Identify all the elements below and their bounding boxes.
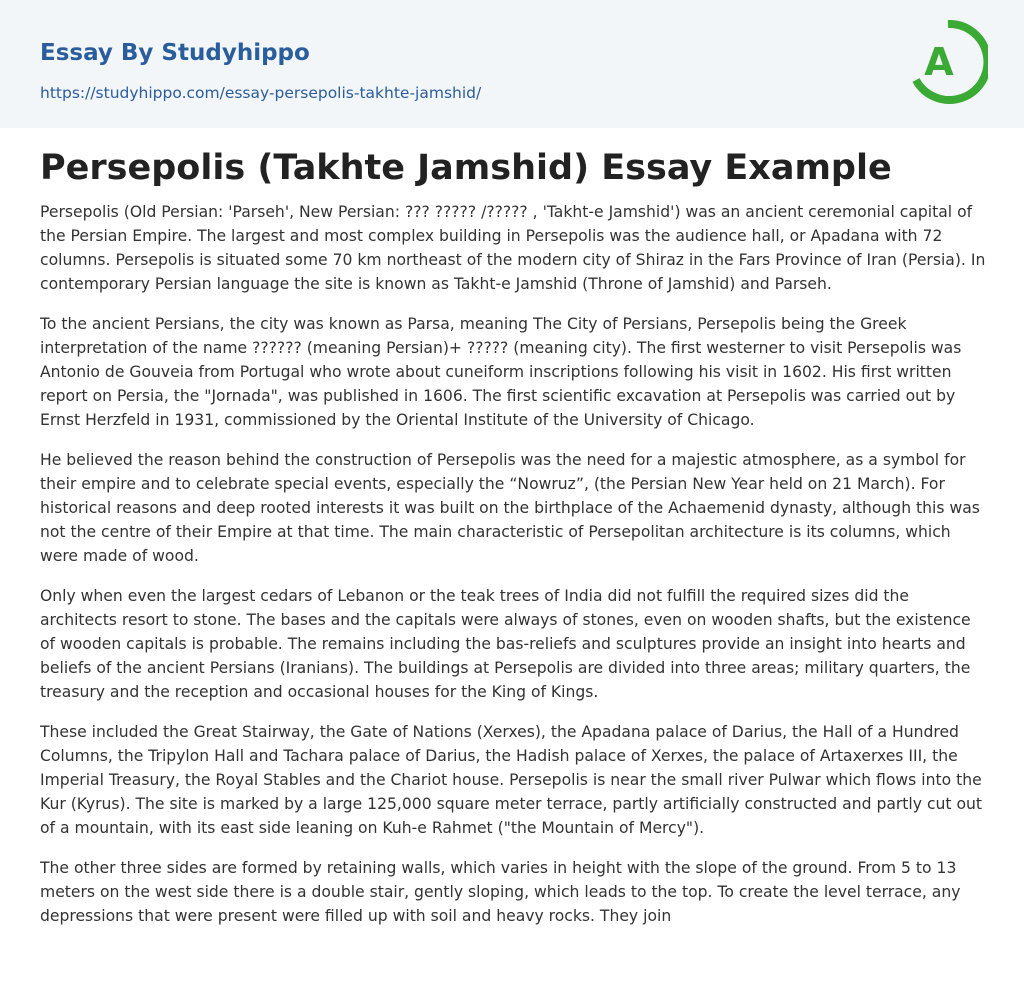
logo-letter: A xyxy=(924,40,954,84)
essay-title: Persepolis (Takhte Jamshid) Essay Example xyxy=(40,148,892,188)
essay-paragraph-3: He believed the reason behind the construction of Persepolis was the need for a majestic atmosphere, as a symbol for their empire and to celebrate special events, especially the “Nowruz”, (the Persian New Year held on 21 March). For historical reasons and deep rooted interests it was built on the birthplace of the Achaemenid dynasty, although this was not the centre of their Empire at that time. The main characteristic of Persepolitan architecture is its columns, which were made of wood. xyxy=(40,451,980,565)
essay-paragraph-6: The other three sides are formed by retaining walls, which varies in height with the slope of the ground. From 5 to 13 meters on the west side there is a double stair, gently sloping, which leads to the top. To create the level terrace, any depressions that were present were filled up with soil and heavy rocks. They join xyxy=(40,859,961,925)
essay-paragraph-5: These included the Great Stairway, the Gate of Nations (Xerxes), the Apadana palace of Darius, the Hall of a Hundred Columns, the Tripylon Hall and Tachara palace of Darius, the Hadish palace of Xerxes, the palace of Artaxerxes III, the Imperial Treasury, the Royal Stables and the Chariot house. Persepolis is near the small river Pulwar which flows into the Kur (Kyrus). The site is marked by a large 125,000 square meter terrace, partly artificially constructed and partly cut out of a mountain, with its east side leaning on Kuh-e Rahmet ("the Mountain of Mercy"). xyxy=(40,723,983,837)
essay-paragraph-1: Persepolis (Old Persian: 'Parseh', New Persian: ??? ????? /????? , 'Takht-e Jamshid') was an ancient ceremonial capital of the Persian Empire. The largest and most complex building in Persepolis was the audience hall, or Apadana with 72 columns. Persepolis is situated some 70 km northeast of the modern city of Shiraz in the Fars Province of Iran (Persia). In contemporary Persian language the site is known as Takht-e Jamshid (Throne of Jamshid) and Parseh. xyxy=(40,203,986,293)
essay-paragraph-2: To the ancient Persians, the city was known as Parsa, meaning The City of Persians, Persepolis being the Greek interpretation of the name ?????? (meaning Persian)+ ????? (meaning city). The first westerner to visit Persepolis was Antonio de Gouveia from Portugal who wrote about cuneiform inscriptions following his visit in 1602. His first written report on Persia, the "Jornada", was published in 1606. The first scientific excavation at Persepolis was carried out by Ernst Herzfeld in 1931, commissioned by the Oriental Institute of the University of Chicago. xyxy=(40,315,962,429)
essay-url-link[interactable]: https://studyhippo.com/essay-persepolis-takhte-jamshid/ xyxy=(40,84,482,102)
studyhippo-logo-icon[interactable] xyxy=(908,18,988,106)
site-header xyxy=(0,0,1024,128)
site-title[interactable]: Essay By Studyhippo xyxy=(40,40,310,66)
essay-content xyxy=(40,140,988,944)
essay-paragraph-4: Only when even the largest cedars of Lebanon or the teak trees of India did not fulfill the required sizes did the architects resort to stone. The bases and the capitals were always of stones, even on wooden shafts, but the existence of wooden capitals is probable. The remains including the bas-reliefs and sculptures provide an insight into hearts and beliefs of the ancient Persians (Iranians). The buildings at Persepolis are divided into three areas; military quarters, the treasury and the reception and occasional houses for the King of Kings. xyxy=(40,587,971,701)
